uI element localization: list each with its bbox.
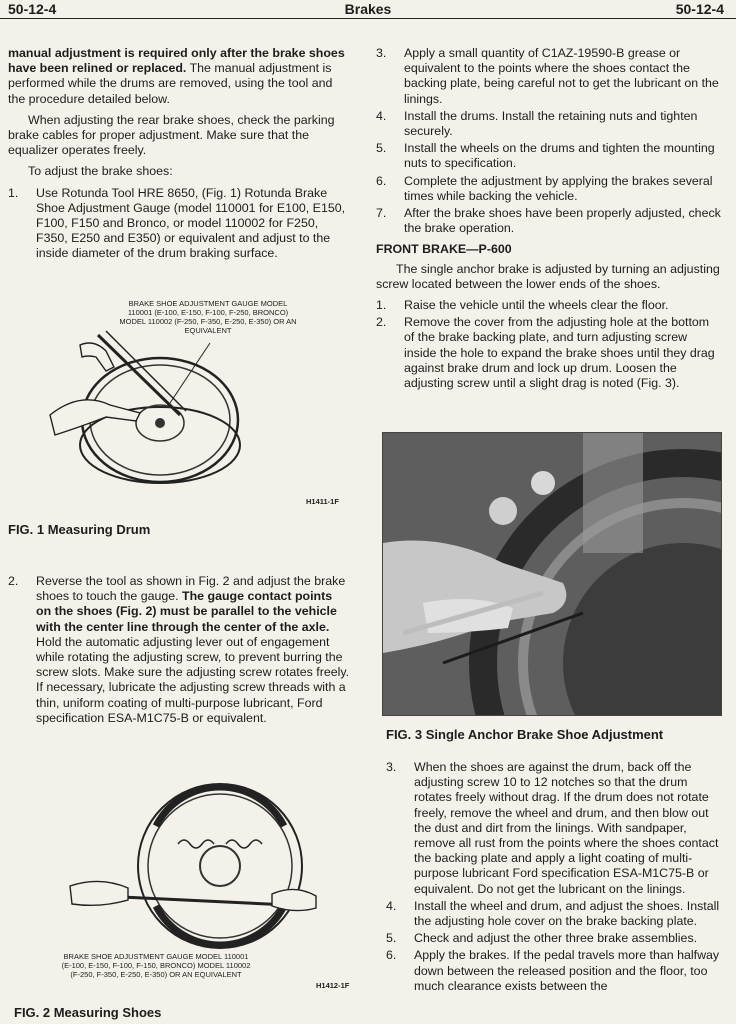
list-item: 2. Reverse the tool as shown in Fig. 2 and adjust the brake shoes to touch the gauge. The gauge contact points on the shoes (Fig. 2) must be parallel to the vehicle with the center line through the center of the axle. Hold the automatic adjusting lever out of engagement while rotating the adjusting screw, to prevent burring the screw slots. Make sure the adjusting screw rotates freely. If necessary, lubricate the adjusting screw threads with a thin, uniform coating of multi-purpose lubricant, Ford specification ESA-M1C75-B or equivalent. — [8, 574, 350, 725]
list-item: 1. Raise the vehicle until the wheels clear the floor. — [376, 298, 669, 313]
intro-text: The manual adjustment is performed while the drums are removed, using the tool and the procedure detailed below. — [8, 61, 333, 106]
intro-paragraph — [8, 46, 350, 107]
figure-2 — [10, 776, 355, 1001]
fig2-caption: FIG. 2 Measuring Shoes — [14, 1005, 162, 1020]
intro-bold-text: manual adjustment is required only after the brake shoes have been relined or replaced. — [8, 46, 345, 76]
fig1-caption: FIG. 1 Measuring Drum — [8, 522, 151, 537]
left-column-step-2 — [8, 574, 350, 732]
list-item: 3. Apply a small quantity of C1AZ-19590-B grease or equivalent to the points where the shoes contact the backing plate, being careful not to get the lubricant on the linings. — [376, 46, 719, 106]
list-item: 5. Install the wheels on the drums and tighten the mounting nuts to specification. — [376, 141, 715, 171]
list-item: 3. When the shoes are against the drum, back off the adjusting screw 10 to 12 notches so that the drum rotates freely without drag. If the drum does not rotate freely, remove the wheel and drum, and then blow out the dust and dirt from the linings. With sandpaper, remove all rust from the points where the shoes contact the backing plate and apply a light coating of multi-purpose lubricant Ford specification ESA-M1C75-B or equivalent. Do not get the lubricant on the linings. — [386, 760, 719, 896]
fig3-caption: FIG. 3 Single Anchor Brake Shoe Adjustment — [386, 727, 664, 742]
page-number-left: 50-12-4 — [8, 1, 57, 17]
right-column-lower — [386, 760, 724, 1000]
list-item: 4. Install the drums. Install the retaining nuts and tighten securely. — [376, 108, 698, 139]
front-steps-list — [376, 298, 722, 391]
list-item: 7. After the brake shoes have been properly adjusted, check the brake operation. — [376, 206, 721, 236]
fig2-gauge-label: BRAKE SHOE ADJUSTMENT GAUGE MODEL 110001 (E-100, E-150, F-100, F-150, BRONCO) MODEL 110002 (F-250, F-350, E-250, E-350) OR AN EQUIVALENT — [61, 952, 251, 979]
page-header — [0, 0, 736, 19]
list-item: 5. Check and adjust the other three brake assemblies. — [386, 931, 698, 946]
list-item: 1. Use Rotunda Tool HRE 8650, (Fig. 1) Rotunda Brake Shoe Adjustment Gauge (model 110001 for E100, E150, F100, F150 and Bronco, or model 110002 for F250, F350, E250 and E350) or equivalent and adjust to the inside diameter of the drum braking surface. — [8, 185, 346, 261]
rear-steps-list — [8, 186, 350, 262]
fig2-code: H1412-1F — [316, 981, 350, 990]
left-column — [8, 46, 350, 268]
rear-steps-list-continued — [8, 574, 350, 726]
list-item: 6. Complete the adjustment by applying the brakes several times while backing the vehicle. — [376, 173, 713, 203]
rear-steps-list-right — [376, 46, 722, 236]
list-item: 2. Remove the cover from the adjusting hole at the bottom of the brake backing plate, and turn adjusting screw inside the hole to expand the brake shoes until they drag against brake drum and lock up drum. Loosen the adjusting screw until a slight drag is noted (Fig. 3). — [376, 315, 715, 391]
page-number-right: 50-12-4 — [675, 1, 724, 17]
brake-adjustment-photo — [382, 432, 722, 716]
list-item: 4. Install the wheel and drum, and adjust the shoes. Install the adjusting hole cover on the brake backing plate. — [386, 898, 720, 929]
figure-1 — [10, 295, 350, 510]
fig1-code: H1411-1F — [306, 497, 339, 506]
drum-measuring-illustration — [10, 295, 350, 510]
list-item: 6. Apply the brakes. If the pedal travels more than halfway down between the released position and the floor, too much clearance exists between the — [386, 948, 720, 993]
fig1-gauge-label: BRAKE SHOE ADJUSTMENT GAUGE MODEL 110001 (E-100, E-150, F-100, F-250, BRONCO) MODEL 110002 (F-250, F-350, E-250, E-350) OR AN EQUIVALENT — [119, 299, 297, 335]
right-column — [376, 46, 722, 397]
front-steps-list-continued — [386, 760, 724, 994]
section-title: Brakes — [344, 1, 392, 17]
adjust-lead-in: To adjust the brake shoes: — [28, 164, 173, 179]
front-brake-intro: The single anchor brake is adjusted by turning an adjusting screw located between the lower ends of the shoes. — [376, 261, 720, 291]
front-brake-heading: FRONT BRAKE—P-600 — [376, 242, 512, 257]
photo-illustration — [383, 433, 721, 715]
parking-brake-paragraph: When adjusting the rear brake shoes, check the parking brake cables for proper adjustment. Make sure that the equalizer operates freely. — [8, 112, 335, 158]
